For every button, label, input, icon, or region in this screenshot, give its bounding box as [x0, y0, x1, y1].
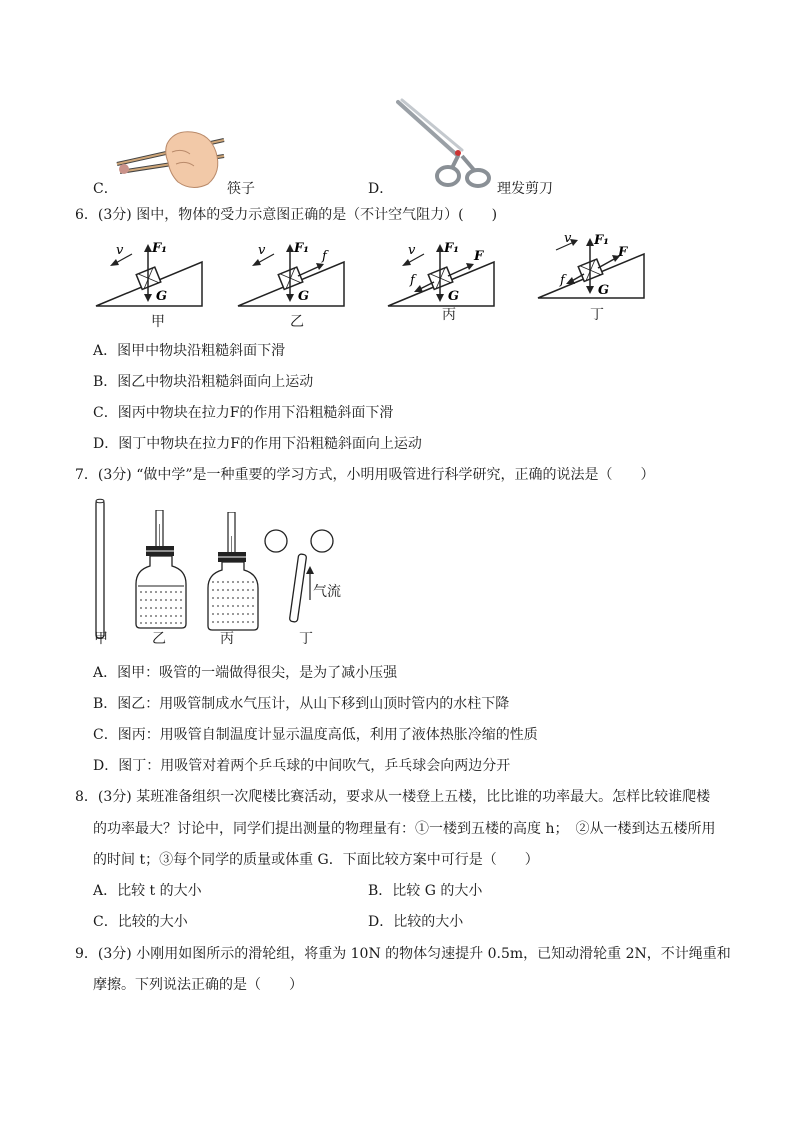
label-f: f: [560, 273, 565, 288]
q5-option-c-label: 筷子: [227, 181, 255, 197]
q7-caption-yi: 乙: [152, 631, 166, 647]
label-f1: F₁: [594, 233, 609, 248]
q7-figure-jia-straw: [90, 496, 110, 646]
q5-option-d-letter: D．: [368, 181, 394, 197]
q7-figure-bing-bottle: [202, 512, 264, 632]
q5-option-c-letter: C．: [93, 181, 118, 197]
scissors-image: [396, 98, 496, 194]
q6-figure-bing: [382, 232, 502, 312]
label-v: v: [116, 243, 124, 258]
ping-pong-ball-right: [311, 530, 333, 552]
q8-option-d: D．比较的大小: [368, 914, 464, 930]
q6-option-a: A．图甲中物块沿粗糙斜面下滑: [93, 343, 286, 359]
q6-option-c: C．图丙中物块在拉力F的作用下沿粗糙斜面下滑: [93, 405, 394, 421]
label-v: v: [408, 243, 416, 258]
q7-caption-bing: 丙: [220, 631, 234, 647]
q8-line-1: 8．(3分) 某班准备组织一次爬楼比赛活动，要求从一楼登上五楼，比比谁的功率最大。怎样比较谁爬楼: [75, 789, 711, 805]
q6-figure-jia: [90, 232, 210, 312]
q6-figure-ding: [532, 232, 652, 312]
q7-caption-jia: 甲: [94, 631, 108, 647]
q6-option-d: D．图丁中物块在拉力F的作用下沿粗糙斜面向上运动: [93, 436, 422, 452]
label-g: G: [156, 289, 168, 304]
label-f1: F₁: [444, 241, 459, 256]
label-g: G: [298, 289, 310, 304]
label-f: f: [322, 249, 327, 264]
label-F: F: [618, 245, 628, 260]
q7-figure-yi-bottle: [130, 510, 192, 630]
ping-pong-ball-left: [265, 530, 287, 552]
q7-airflow-label: 气流: [313, 584, 341, 600]
q6-caption-bing: 丙: [442, 307, 456, 323]
q8-option-a: A．比较 t 的大小: [93, 883, 202, 899]
q6-option-b: B．图乙中物块沿粗糙斜面向上运动: [93, 374, 314, 390]
q7-option-a: A．图甲：吸管的一端做得很尖，是为了减小压强: [93, 665, 398, 681]
q6-stem: 6．(3分) 图中，物体的受力示意图正确的是（不计空气阻力）( ): [75, 207, 498, 223]
q6-figure-yi: [232, 232, 352, 312]
label-g: G: [598, 283, 610, 298]
label-f1: F₁: [152, 241, 167, 256]
label-v: v: [564, 232, 572, 246]
q7-caption-ding: 丁: [299, 631, 313, 647]
label-f: f: [410, 273, 415, 288]
q9-line-2: 摩擦。下列说法正确的是（ ）: [93, 977, 303, 993]
q9-line-1: 9．(3分) 小刚用如图所示的滑轮组，将重为 10N 的物体匀速提升 0.5m，已知动滑轮重 2N，不计绳重和: [75, 946, 731, 962]
q7-option-b: B．图乙：用吸管制成水气压计，从山下移到山顶时管内的水柱下降: [93, 696, 510, 712]
label-F: F: [474, 249, 484, 264]
q7-stem: 7．(3分) “做中学”是一种重要的学习方式，小明用吸管进行科学研究，正确的说法是（ ）: [75, 467, 655, 483]
q8-option-c: C．比较的大小: [93, 914, 188, 930]
q6-caption-yi: 乙: [290, 314, 304, 330]
q7-option-d: D．图丁：用吸管对着两个乒乓球的中间吹气，乒乓球会向两边分开: [93, 758, 511, 774]
chopsticks-image: [112, 122, 232, 194]
q6-caption-jia: 甲: [151, 314, 165, 330]
label-g: G: [448, 289, 460, 304]
q7-figure-ding: [260, 524, 370, 634]
q7-option-c: C．图丙：用吸管自制温度计显示温度高低，利用了液体热胀冷缩的性质: [93, 727, 538, 743]
q8-line-2: 的功率最大？讨论中，同学们提出测量的物理量有：①一楼到五楼的高度 h； ②从一楼到达五楼所用: [93, 821, 716, 837]
q8-line-3: 的时间 t；③每个同学的质量或体重 G．下面比较方案中可行是（ ）: [93, 852, 539, 868]
label-v: v: [258, 243, 266, 258]
q6-caption-ding: 丁: [590, 307, 604, 323]
q5-option-d-label: 理发剪刀: [497, 181, 553, 197]
q8-option-b: B．比较 G 的大小: [368, 883, 483, 899]
label-f1: F₁: [294, 241, 309, 256]
